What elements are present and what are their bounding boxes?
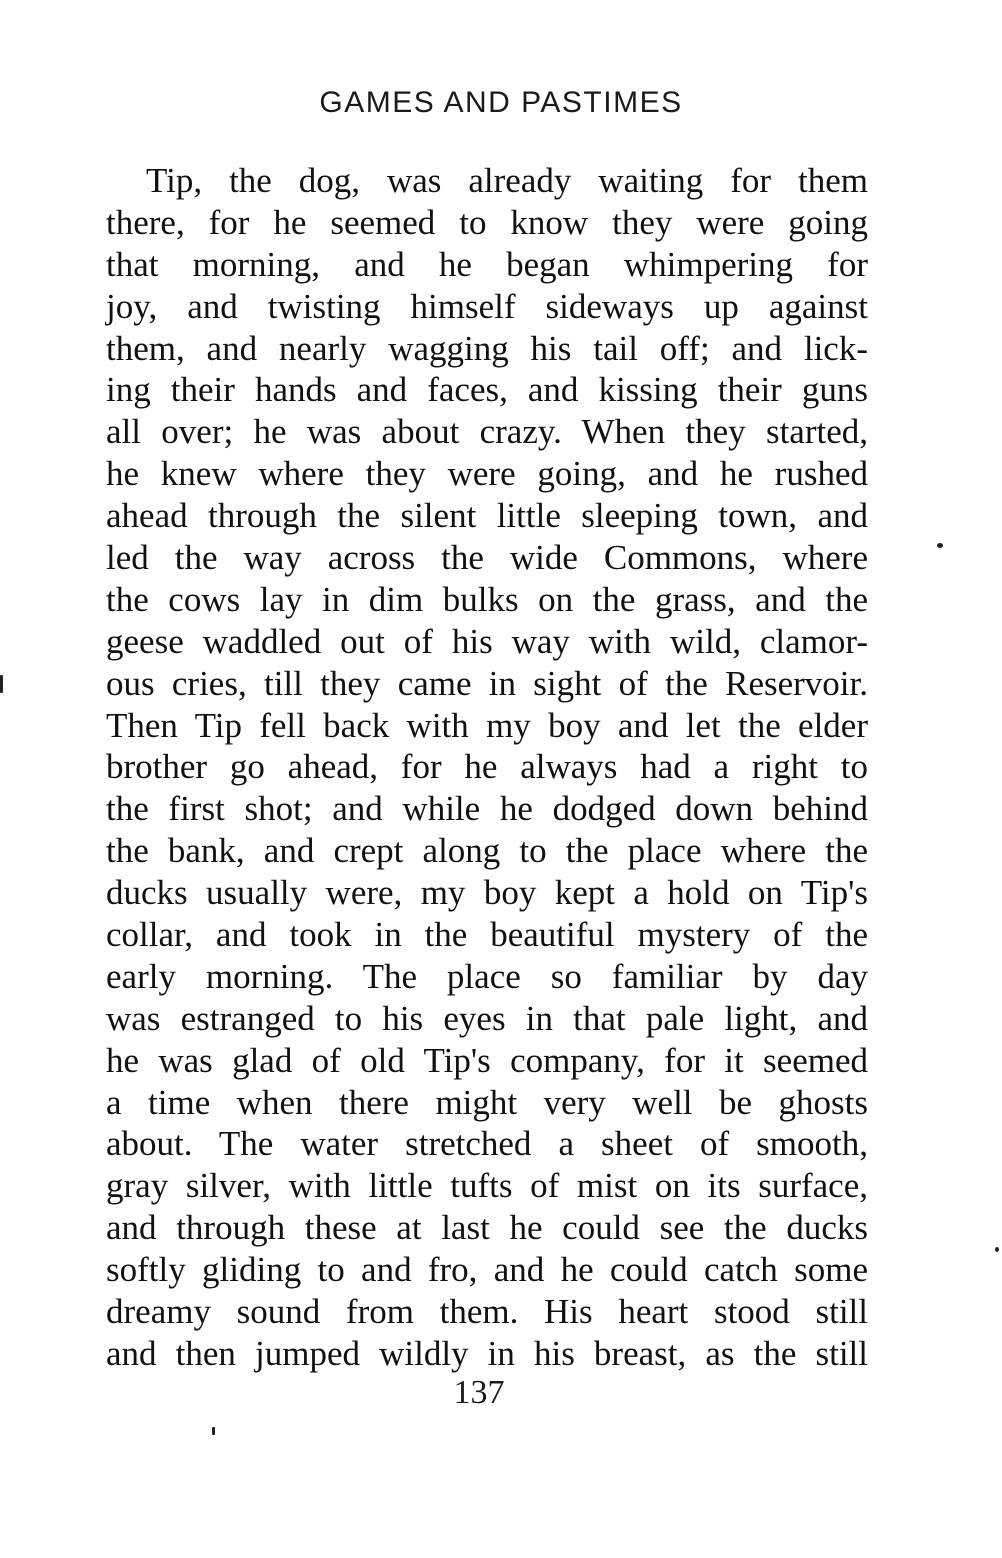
text-line: all over; he was about crazy. When they started, <box>106 412 868 452</box>
text-line: the cows lay in dim bulks on the grass, and the <box>106 579 868 619</box>
text-line: was estranged to his eyes in that pale light, and <box>106 998 868 1038</box>
text-line: the first shot; and while he dodged down behind <box>106 789 868 829</box>
text-line: and then jumped wildly in his breast, as the still <box>106 1333 868 1373</box>
text-line: Then Tip fell back with my boy and let the elder <box>106 705 868 745</box>
scan-speck <box>995 1247 999 1252</box>
text-line: he knew where they were going, and he rushed <box>106 454 868 494</box>
body-text <box>106 160 868 1375</box>
text-line: early morning. The place so familiar by day <box>106 956 868 996</box>
text-line: the bank, and crept along to the place where the <box>106 831 868 871</box>
text-line: softly gliding to and fro, and he could catch some <box>106 1250 868 1290</box>
text-line: ing their hands and faces, and kissing their guns <box>106 370 868 410</box>
text-line: gray silver, with little tufts of mist on its surface, <box>106 1166 868 1206</box>
text-line: them, and nearly wagging his tail off; and lick- <box>106 328 868 368</box>
text-line: collar, and took in the beautiful mystery of the <box>106 915 868 955</box>
scan-speck <box>212 1427 215 1435</box>
text-line: geese waddled out of his way with wild, clamor- <box>106 621 868 661</box>
scan-speck <box>937 543 943 548</box>
text-line: a time when there might very well be ghosts <box>106 1082 868 1122</box>
page-number: 137 <box>453 1374 505 1411</box>
running-head: GAMES AND PASTIMES <box>319 86 683 119</box>
text-line: ahead through the silent little sleeping town, and <box>106 496 868 536</box>
text-line: led the way across the wide Commons, where <box>106 538 868 578</box>
text-line: ducks usually were, my boy kept a hold on Tip's <box>106 873 868 913</box>
text-line: brother go ahead, for he always had a right to <box>106 747 868 787</box>
text-line: ous cries, till they came in sight of the Reservoir. <box>106 663 868 703</box>
text-line: joy, and twisting himself sideways up against <box>106 286 868 326</box>
text-line: Tip, the dog, was already waiting for them <box>146 161 868 200</box>
text-line: there, for he seemed to know they were going <box>106 202 868 242</box>
text-line: that morning, and he began whimpering for <box>106 244 868 284</box>
text-line: about. The water stretched a sheet of smooth, <box>106 1124 868 1164</box>
text-line: he was glad of old Tip's company, for it seemed <box>106 1040 868 1080</box>
text-line: and through these at last he could see the ducks <box>106 1208 868 1248</box>
text-line: dreamy sound from them. His heart stood still <box>106 1292 868 1332</box>
scan-speck <box>0 675 3 693</box>
